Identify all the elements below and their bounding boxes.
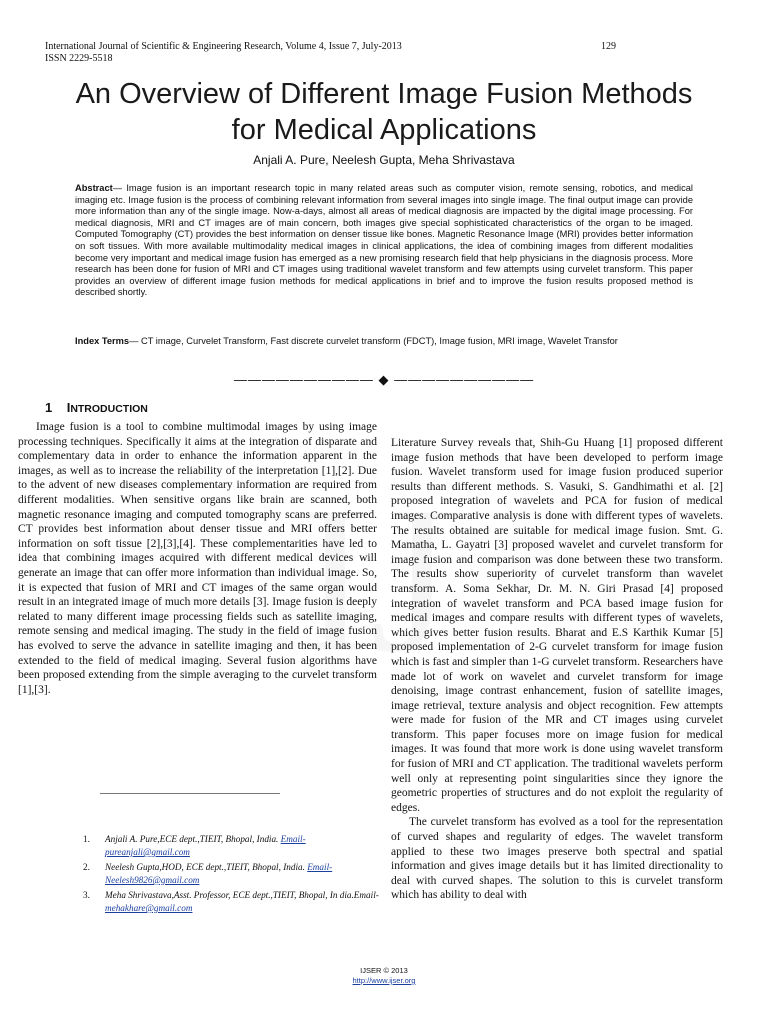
journal-header: International Journal of Scientific & Engineering Research, Volume 4, Issue 7, July-2013 <box>45 41 402 52</box>
section-number: 1 <box>45 400 53 415</box>
footnote-text: Neelesh Gupta,HOD, ECE dept.,TIEIT, Bhopal, India. <box>105 862 308 872</box>
index-terms-text: — CT image, Curvelet Transform, Fast discrete curvelet transform (FDCT), Image fusion, MRI image, Wavelet Transfor <box>129 336 618 346</box>
footnote-text: Anjali A. Pure,ECE dept.,TIEIT, Bhopal, India. <box>105 834 281 844</box>
section-heading <box>45 400 148 415</box>
abstract <box>75 183 693 299</box>
footnote-number: 3. <box>83 890 90 900</box>
section-title-rest: NTRODUCTION <box>70 403 148 415</box>
email-link[interactable]: Email- Neelesh9826@gmail.com <box>105 862 333 885</box>
section-divider: —————————— ◆ —————————— <box>233 372 535 387</box>
paper-title-line-2: for Medical Applications <box>231 114 537 146</box>
footnote-item <box>83 861 383 887</box>
page-footer <box>0 966 768 986</box>
paper-title-line-1: An Overview of Different Image Fusion Methods <box>75 78 693 110</box>
footer-copyright: IJSER © 2013 <box>360 966 408 975</box>
email-link[interactable]: mehakhare@gmail.com <box>105 903 193 913</box>
index-terms-label: Index Terms <box>75 336 130 346</box>
section-initial: I <box>66 400 71 415</box>
abstract-label: Abstract <box>75 183 113 193</box>
intro-paragraph: Image fusion is a tool to combine multimodal images by using image processing techniques. Specifically it aims at the integration of disparate and complementary data in order to enhance the information apparent in the images, as well as to increase the reliability of the interpretation [1],[2]. Due to the advent of new diseases complementary information are required from different modalities. When sensitive organs like brain are scanned, both magnetic resonance imaging and computed tomography scans are preferred. CT provides best information about denser tissue and MRI offers better information on soft tissue [2],[3],[4]. These complementarities have led to idea that combining images acquired with different medical devices will generate an image that can offer more information than individual image. So, it is expected that fusion of MRI and CT images of the same organ would result in an integrated image of much more details [3]. Image fusion is deeply related to many different image processing fields such as satellite imaging, remote sensing and medical imaging. The study in the field of image fusion has evolved to serve the advance in satellite imaging and then, it has been extended to the field of medical imaging. Several fusion algorithms have been proposed extending from the simple averaging to the curvelet transform [1],[3]. <box>18 421 377 696</box>
email-link[interactable]: Email-pureanjali@gmail.com <box>105 834 306 857</box>
right-column <box>391 436 723 903</box>
issn: ISSN 2229-5518 <box>45 53 113 64</box>
page-number: 129 <box>601 41 616 52</box>
footnote-item <box>83 833 383 859</box>
abstract-text: — Image fusion is an important research topic in many related areas such as computer vision, remote sensing, robotics, and medical imaging etc. Image fusion is the process of combining relevant information from several images into single image. The final output image can provide more information than any of the single image. Now-a-days, almost all areas of medical diagnosis are impacted by the digital image processing. For medical diagnosis, MRI and CT images are of main concern, both images give special sophisticated characteristics of the organ to be imaged. Computed Tomography (CT) provides the best information on denser tissue like bones. Magnetic Resonance Image (MRI) provides better information on soft tissues. With more available multimodality medical images in clinical applications, the idea of combining images from different modalities become very important and medical image fusion has emerged as a new promising research field that help physicians in the diagnosis process. More research has been done for fusion of MRI and CT images using traditional wavelet transform and few attempts using curvelet transform. This paper provides an overview of different image fusion methods for medical applications in brief and to improve the fusion results proposed method is described shortly. <box>75 183 693 298</box>
index-terms <box>75 336 693 346</box>
footnote-number: 2. <box>83 862 90 872</box>
footnote-text: Meha Shrivastava,Asst. Professor, ECE dept.,TIEIT, Bhopal, In dia.Email- <box>105 890 379 900</box>
literature-survey-paragraph: Literature Survey reveals that, Shih-Gu Huang [1] proposed different image fusion methods that have been developed to perform image fusion. Wavelet transform used for image fusion produced superior results than different methods. S. Vasuki, S. Gandhimathi et al. [2] proposed integration of wavelets and PCA for fusion of medical images. Comparative analysis is done with different types of wavelets. The results obtained are suitable for medical image fusion. Smt. G. Mamatha, L. Gayatri [3] proposed wavelet and curvelet transform for image fusion and comparison was done between these two transform. The results show superiority of curvelet transform than wavelet transform. A. Soma Sekhar, Dr. M. N. Giri Prasad [4] proposed integration of wavelet transform and PCA based image fusion for medical images and compare results with different types of wavelets, which gives better fusion results. Bharat and E.S Karthik Kumar [5] proposed implementation of 2-G curvelet transform for image fusion which is fast and simpler than 1-G curvelet transform. Researchers have made lot of work on wavelet and curvelet transform for image denoising, image contrast enhancement, fusion of satellite images, image retrieval, texture analysis and object recognition. Few attempts were made for fusion of the MR and CT images using curvelet transform. This paper focuses more on image fusion for medical images. It was found that more work is done using wavelet transform for fusion of MRI and CT application. The traditional wavelets perform well only at representing point singularities since they ignore the geometric properties of structures and do not exploit the regularity of edges. <box>391 437 723 814</box>
footer-url-link[interactable]: http://www.ijser.org <box>352 976 416 985</box>
footnote-number: 1. <box>83 834 90 844</box>
footnote-rule <box>100 793 280 794</box>
curvelet-paragraph: The curvelet transform has evolved as a tool for the representation of curved shapes and regularity of edges. The wavelet transform applied to these two images preserve both spectral and spatial information and gives image details but it has limited directionality to deal with curved shapes. The solution to this is curvelet transform which has ability to deal with <box>391 816 723 902</box>
left-column <box>18 420 377 697</box>
author-list: Anjali A. Pure, Neelesh Gupta, Meha Shrivastava <box>253 153 515 167</box>
footnotes <box>83 833 383 917</box>
footnote-item <box>83 889 383 915</box>
